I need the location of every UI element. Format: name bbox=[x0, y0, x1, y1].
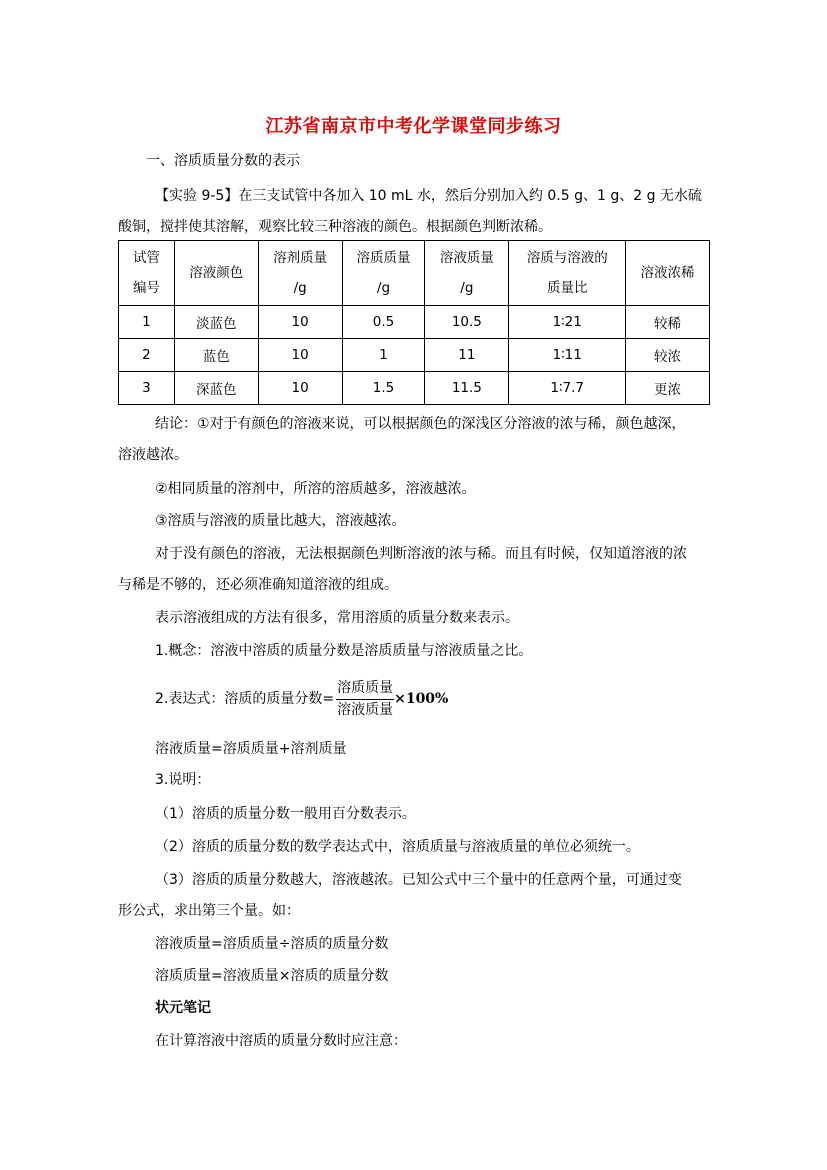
table-cell: 1.5 bbox=[342, 372, 425, 405]
expression-label: 2.表达式： bbox=[155, 691, 225, 707]
expression-lhs: 溶质的质量分数= bbox=[224, 691, 335, 707]
explain-heading: 3.说明： bbox=[155, 772, 211, 788]
explain-item-2: （2）溶质的质量分数的数学表达式中，溶质质量与溶液质量的单位必须统一。 bbox=[155, 839, 640, 855]
table-row bbox=[119, 372, 710, 405]
expression-line bbox=[155, 677, 448, 721]
conclusion-item-3: ③溶质与溶液的质量比越大，溶液越浓。 bbox=[155, 513, 406, 529]
table-cell: 1 bbox=[119, 306, 175, 339]
experiment-table bbox=[118, 240, 710, 405]
fraction-numerator: 溶质质量 bbox=[336, 678, 394, 700]
header-solute-mass: 溶质质量 /g bbox=[342, 241, 425, 306]
table-cell: 较稀 bbox=[626, 306, 710, 339]
header-solution-mass: 溶液质量 /g bbox=[425, 241, 509, 306]
paragraph-1-line-2: 与稀是不够的，还必须准确知道溶液的组成。 bbox=[118, 577, 398, 593]
formula-solute-mass: 溶质质量=溶液质量×溶质的质量分数 bbox=[155, 968, 389, 984]
table-cell: 11.5 bbox=[425, 372, 509, 405]
header-tube-number: 试管 编号 bbox=[119, 241, 175, 306]
solution-mass-formula: 溶液质量=溶质质量+溶剂质量 bbox=[155, 741, 347, 757]
fraction-denominator: 溶液质量 bbox=[337, 701, 394, 718]
table-cell: 更浓 bbox=[626, 372, 710, 405]
header-solution-color: 溶液颜色 bbox=[174, 241, 258, 306]
notes-line: 在计算溶液中溶质的质量分数时应注意： bbox=[155, 1033, 407, 1049]
conclusion-item-2: ②相同质量的溶剂中，所溶的溶质越多，溶液越浓。 bbox=[155, 481, 476, 497]
table-cell: 蓝色 bbox=[174, 339, 258, 372]
table-cell: 11 bbox=[425, 339, 509, 372]
table-cell: 10 bbox=[258, 372, 342, 405]
table-cell: 0.5 bbox=[342, 306, 425, 339]
table-cell: 10 bbox=[258, 339, 342, 372]
fraction bbox=[336, 678, 394, 721]
explain-item-3-line-1: （3）溶质的质量分数越大，溶液越浓。已知公式中三个量中的任意两个量，可通过变 bbox=[155, 872, 682, 888]
table-cell: 3 bbox=[119, 372, 175, 405]
table-cell: 1 bbox=[342, 339, 425, 372]
section-heading: 一、溶质质量分数的表示 bbox=[146, 153, 300, 169]
explain-item-3-line-2: 形公式，求出第三个量。如： bbox=[118, 903, 300, 919]
page-title: 江苏省南京市中考化学课堂同步练习 bbox=[265, 116, 562, 137]
concept-line: 1.概念：溶液中溶质的质量分数是溶质质量与溶液质量之比。 bbox=[155, 643, 533, 659]
formula-solution-mass: 溶液质量=溶质质量÷溶质的质量分数 bbox=[155, 936, 389, 952]
header-mass-ratio: 溶质与溶液的 质量比 bbox=[509, 241, 626, 306]
table-cell: 淡蓝色 bbox=[174, 306, 258, 339]
table-row bbox=[119, 339, 710, 372]
table-row bbox=[119, 306, 710, 339]
table-cell: 10 bbox=[258, 306, 342, 339]
experiment-line-1: 【实验 9-5】在三支试管中各加入 10 mL 水，然后分别加入约 0.5 g、1 g、2 g 无水硫 bbox=[155, 188, 702, 204]
experiment-line-2: 酸铜，搅拌使其溶解，观察比较三种溶液的颜色。根据颜色判断浓稀。 bbox=[118, 219, 552, 235]
notes-heading: 状元笔记 bbox=[155, 1000, 211, 1016]
table-cell: 10.5 bbox=[425, 306, 509, 339]
table-cell: 1∶21 bbox=[509, 306, 626, 339]
table-cell: 1∶7.7 bbox=[509, 372, 626, 405]
header-concentration: 溶液浓稀 bbox=[626, 241, 710, 306]
explain-item-1: （1）溶质的质量分数一般用百分数表示。 bbox=[155, 806, 416, 822]
conclusion-line-1: 结论：①对于有颜色的溶液来说，可以根据颜色的深浅区分溶液的浓与稀，颜色越深， bbox=[155, 416, 686, 432]
paragraph-2: 表示溶液组成的方法有很多，常用溶质的质量分数来表示。 bbox=[155, 610, 519, 626]
table-cell: 1∶11 bbox=[509, 339, 626, 372]
header-solvent-mass: 溶剂质量 /g bbox=[258, 241, 342, 306]
conclusion-line-2: 溶液越浓。 bbox=[118, 447, 188, 463]
table-cell: 深蓝色 bbox=[174, 372, 258, 405]
table-header-row bbox=[119, 241, 710, 306]
times-percent: ×100% bbox=[394, 691, 449, 707]
table-cell: 2 bbox=[119, 339, 175, 372]
table-cell: 较浓 bbox=[626, 339, 710, 372]
paragraph-1-line-1: 对于没有颜色的溶液，无法根据颜色判断溶液的浓与稀。而且有时候，仅知道溶液的浓 bbox=[155, 546, 687, 562]
